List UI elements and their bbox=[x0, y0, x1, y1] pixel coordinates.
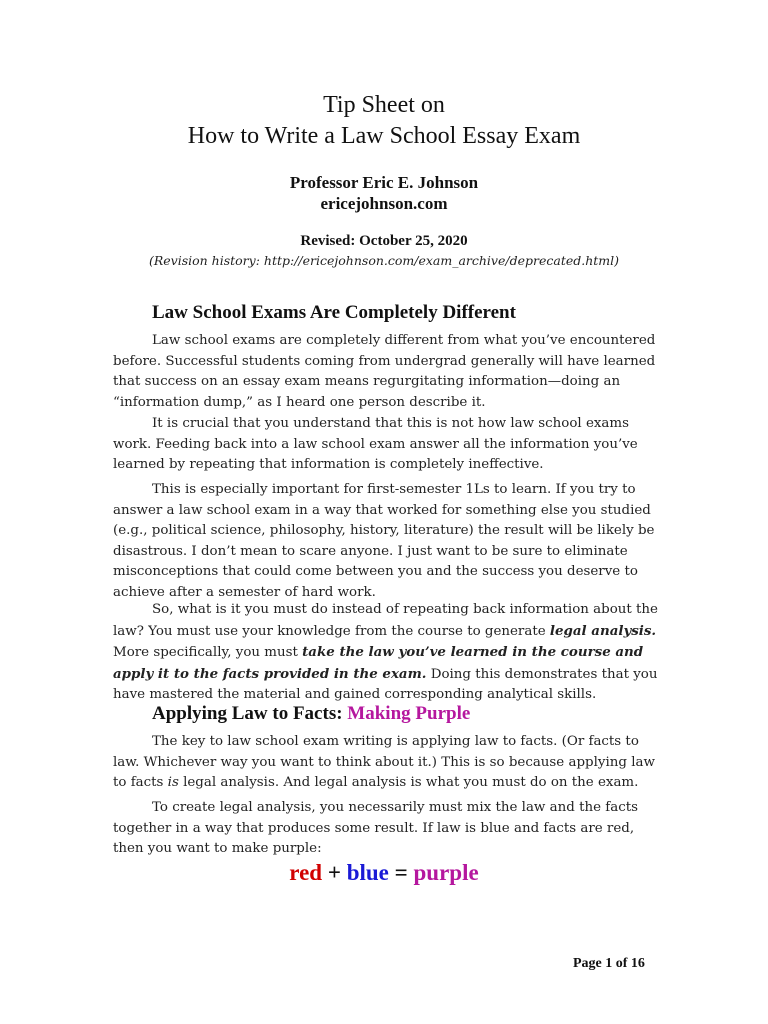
equation-red: red bbox=[289, 860, 323, 885]
author-site: ericejohnson.com bbox=[320, 194, 448, 213]
paragraph-1: Law school exams are completely different from what you’ve encountered before. Successful students coming from undergrad generally will have learned that success on an essay exam means regurgitating information—doing an “information dump,” as I heard one person describe it. bbox=[113, 333, 656, 410]
equation-blue: blue bbox=[346, 860, 389, 885]
color-equation bbox=[0, 860, 768, 886]
heading-text: Applying Law to Facts: bbox=[152, 703, 348, 724]
paragraph-4-text-a: So, what is it you must do instead of repeating back information about the law? You must use your knowledge from the course to generate bbox=[113, 602, 658, 639]
revision-history: (Revision history: http://ericejohnson.com/exam_archive/deprecated.html) bbox=[148, 253, 620, 268]
emphasis-legal-analysis: legal analysis. bbox=[549, 622, 657, 639]
equation-plus: + bbox=[322, 860, 347, 885]
equation-purple: purple bbox=[413, 860, 479, 885]
title-line-1: Tip Sheet on bbox=[323, 92, 445, 118]
heading-making-purple: Making Purple bbox=[347, 703, 471, 724]
paragraph-5-text-b: legal analysis. And legal analysis is what you must do on the exam. bbox=[178, 775, 639, 791]
paragraph-4 bbox=[113, 600, 661, 706]
paragraph-6: To create legal analysis, you necessarily must mix the law and the facts together in a way that produces some result. If law is blue and facts are red, then you want to make purple: bbox=[113, 800, 638, 857]
paragraph-2: It is crucial that you understand that this is not how law school exams work. Feeding back into a law school exam answer all the information you’ve learned by repeating that information is completely ineffective. bbox=[113, 416, 638, 473]
emphasis-is: is bbox=[167, 775, 179, 791]
emphasis-apply-law: take the law you’ve learned in the course and apply it to the facts provided in the exam. bbox=[113, 644, 644, 682]
paragraph-5 bbox=[113, 732, 661, 794]
author-name: Professor Eric E. Johnson bbox=[289, 173, 479, 192]
section-heading-exams-different: Law School Exams Are Completely Different bbox=[152, 302, 516, 323]
title-line-2: How to Write a Law School Essay Exam bbox=[187, 123, 581, 149]
equation-equals: = bbox=[388, 860, 414, 885]
paragraph-4-text-c: Doing this demonstrates that you have mastered the material and gained corresponding analytical skills. bbox=[113, 666, 658, 703]
revision-date: Revised: October 25, 2020 bbox=[300, 233, 468, 249]
section-heading-applying-law bbox=[152, 703, 470, 725]
page-number: Page 1 of 16 bbox=[573, 956, 645, 971]
paragraph-5-text-a: The key to law school exam writing is applying law to facts. (Or facts to law. Whichever way you want to think about it.) This is so because applying law to facts bbox=[113, 734, 655, 791]
paragraph-3: This is especially important for first-semester 1Ls to learn. If you try to answer a law school exam in a way that worked for something else you studied (e.g., political science, philosophy, history, literature) the result will be likely be disastrous. I don’t mean to scare anyone. I just want to be sure to eliminate misconceptions that could come between you and the success you deserve to achieve after a semester of hard work. bbox=[113, 482, 655, 600]
paragraph-4-text-b: More specifically, you must bbox=[113, 645, 303, 661]
